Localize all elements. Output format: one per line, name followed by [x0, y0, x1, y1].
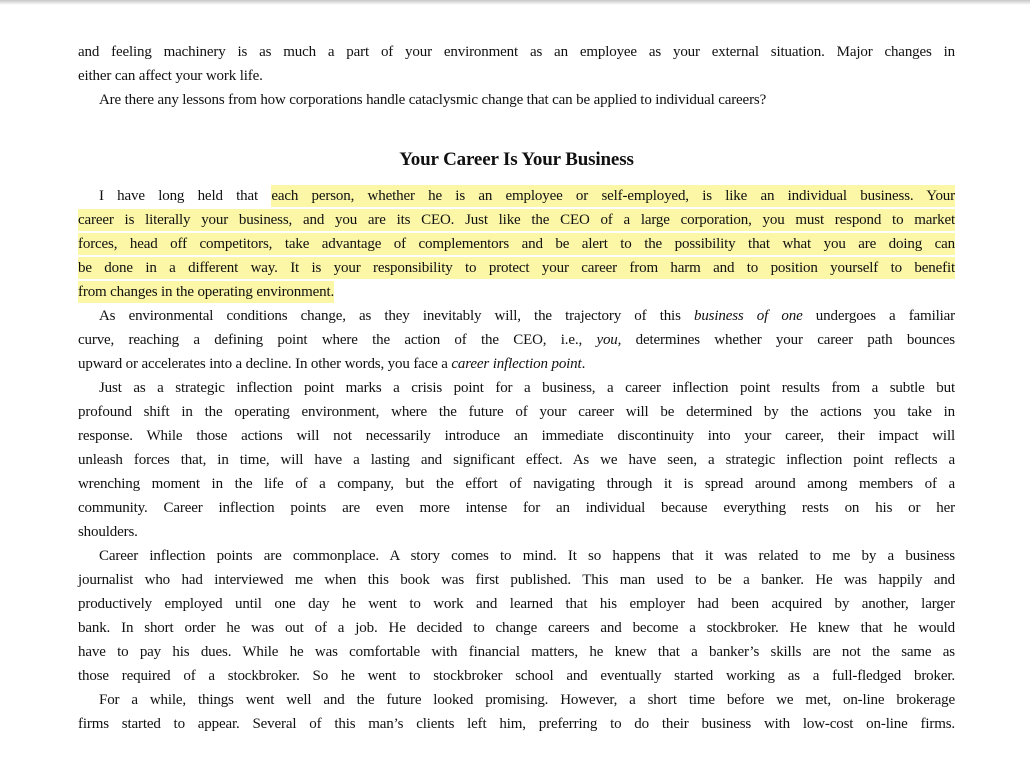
highlighted-text[interactable]: be done in a different way. It is your responsibility to protect your career from harm and to position yourself to benefit [78, 257, 955, 279]
text-run: profound shift in the operating environment, where the future of your career will be determined by the actions you take in [78, 404, 955, 420]
text-run: firms started to appear. Several of this man’s clients left him, preferring to do their business with low-cost on-line firms. [78, 716, 955, 732]
text-line [78, 496, 955, 520]
text-line [78, 592, 955, 616]
text-line [78, 40, 955, 64]
italic-text: you, [596, 332, 622, 348]
text-line [78, 424, 955, 448]
text-run: community. Career inflection points are even more intense for an individual because everything rests on his or her [78, 500, 955, 516]
text-line [78, 232, 955, 256]
text-run: upward or accelerates into a decline. In other words, you face a [78, 356, 452, 372]
text-run: I have long held that [99, 188, 272, 204]
text-run: wrenching moment in the life of a company, but the effort of navigating through it is spread around among members of a [78, 476, 955, 492]
text-line [78, 376, 955, 400]
text-run: bank. In short order he was out of a job. He decided to change careers and become a stockbroker. He knew that he would [78, 620, 955, 636]
text-line [78, 664, 955, 688]
text-run: Are there any lessons from how corporations handle cataclysmic change that can be applied to individual careers? [99, 92, 767, 108]
text-line [78, 640, 955, 664]
text-run: undergoes a familiar [802, 308, 955, 324]
italic-text: business of one [693, 308, 803, 324]
paragraph [78, 688, 955, 736]
text-line [78, 352, 955, 376]
text-line [78, 256, 955, 280]
text-run: curve, reaching a defining point where the action of the CEO, i.e., [78, 332, 597, 348]
text-line [78, 448, 955, 472]
highlighted-text[interactable]: career is literally your business, and you are its CEO. Just like the CEO of a large corporation, you must respond to market [78, 209, 955, 231]
text-run: For a while, things went well and the future looked promising. However, a short time before we met, on-line brokerage [99, 692, 955, 708]
text-line [78, 568, 955, 592]
paragraph [78, 88, 955, 112]
text-run: and feeling machinery is as much a part of your environment as an employee as your external situation. Major changes in [78, 44, 955, 60]
text-line [78, 712, 955, 736]
text-run: Just as a strategic inflection point marks a crisis point for a business, a career inflection point results from a subtle but [99, 380, 955, 396]
text-line [78, 688, 955, 712]
page-content [78, 40, 955, 736]
text-line [78, 64, 955, 88]
text-run: . [581, 356, 586, 372]
text-run: those required of a stockbroker. So he went to stockbroker school and eventually started working as a full-fledged broker. [78, 668, 955, 684]
text-line [78, 304, 955, 328]
text-run: productively employed until one day he went to work and learned that his employer had been acquired by another, larger [78, 596, 955, 612]
text-run: have to pay his dues. While he was comfortable with financial matters, he knew that a banker’s skills are not the same as [78, 644, 955, 660]
text-line [78, 184, 955, 208]
paragraph [78, 304, 955, 376]
text-line [78, 328, 955, 352]
text-line [78, 88, 955, 112]
text-run: response. While those actions will not necessarily introduce an immediate discontinuity into your career, their impact will [78, 428, 955, 444]
text-after-heading [78, 184, 955, 736]
text-run: journalist who had interviewed me when this book was first published. This man used to be a banker. He was happily and [78, 572, 955, 588]
text-run: unleash forces that, in time, will have a lasting and significant effect. As we have seen, a strategic inflection point reflects a [78, 452, 955, 468]
text-line [78, 616, 955, 640]
text-run: As environmental conditions change, as they inevitably will, the trajectory of this [99, 308, 694, 324]
text-line [78, 520, 955, 544]
text-line [78, 208, 955, 232]
italic-text: career inflection point [451, 356, 582, 372]
section-heading: Your Career Is Your Business [399, 149, 634, 170]
highlighted-text[interactable]: from changes in the operating environment. [78, 281, 334, 303]
highlighted-text[interactable]: forces, head off competitors, take advantage of complementors and be alert to the possibility that what you are doing can [78, 233, 955, 255]
paragraph [78, 40, 955, 88]
text-line [78, 544, 955, 568]
text-run: determines whether your career path bounces [621, 332, 955, 348]
paragraph [78, 544, 955, 688]
text-run: shoulders. [78, 524, 138, 540]
text-line [78, 400, 955, 424]
paragraph [78, 376, 955, 544]
text-line [78, 280, 955, 304]
text-run: either can affect your work life. [78, 68, 263, 84]
text-line [78, 472, 955, 496]
window-edge-shadow [0, 0, 1030, 5]
highlighted-text[interactable]: each person, whether he is an employee or self-employed, is like an individual business. Your [271, 185, 955, 207]
paragraph [78, 184, 955, 304]
text-before-heading [78, 40, 955, 112]
text-run: Career inflection points are commonplace. A story comes to mind. It so happens that it was related to me by a business [99, 548, 955, 564]
